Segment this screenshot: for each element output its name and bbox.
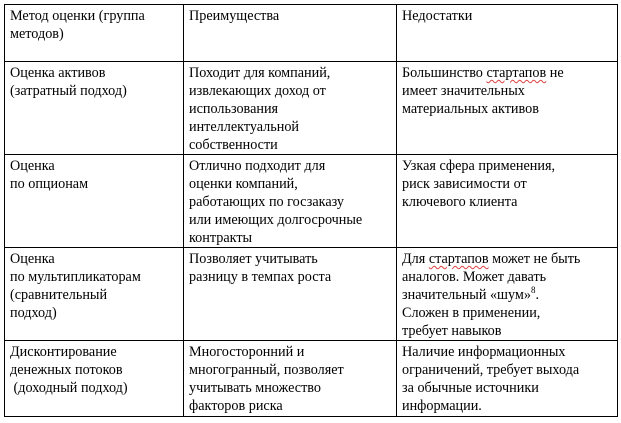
cell-line: Многосторонний и — [189, 344, 305, 360]
cell-line: денежных потоков — [10, 362, 123, 378]
cell-line — [402, 64, 613, 82]
cell-line: или имеющих долгосрочные — [189, 212, 363, 228]
cell-line: за обычные источники — [402, 380, 539, 396]
cell-text: Большинство — [402, 65, 487, 81]
table-row-asset-valuation — [5, 62, 618, 155]
cell-line: многогранный, позволяет — [189, 362, 344, 378]
cell-line: интеллектуальной — [189, 119, 300, 135]
cell-text: значительный «шум» — [402, 287, 531, 303]
disadvantages-cell[interactable] — [397, 155, 618, 248]
cell-line: оценки компаний, — [189, 176, 298, 192]
cell-line: работающих по госзаказу — [189, 194, 345, 210]
header-advantages-text: Преимущества — [189, 8, 280, 24]
cell-line: Сложен в применении, — [402, 305, 541, 321]
cell-line: материальных активов — [402, 101, 539, 117]
method-cell[interactable] — [5, 248, 184, 341]
table-header-row — [5, 5, 618, 62]
header-method-line: методов) — [10, 26, 64, 42]
spellcheck-word: стартапов — [486, 65, 547, 81]
cell-line: ограничений, требует выхода — [402, 362, 580, 378]
method-cell[interactable] — [5, 341, 184, 417]
cell-line: требует навыков — [402, 323, 502, 339]
disadvantages-cell[interactable] — [397, 341, 618, 417]
advantages-cell[interactable] — [184, 62, 397, 155]
cell-line: имеет значительных — [402, 83, 525, 99]
cell-line: Оценка активов — [10, 65, 106, 81]
cell-line: контракты — [189, 230, 253, 246]
cell-line: подход) — [10, 305, 57, 321]
header-disadvantages-text: Недостатки — [402, 8, 473, 24]
header-method-cell[interactable] — [5, 5, 184, 62]
cell-line: учитывать множество — [189, 380, 321, 396]
cell-text: не — [546, 65, 564, 81]
cell-line: (сравнительный — [10, 287, 108, 303]
cell-line: собственности — [189, 137, 278, 153]
table-row-multiples-valuation — [5, 248, 618, 341]
cell-line: по мультипликаторам — [10, 269, 141, 285]
cell-text: может не быть — [488, 251, 581, 267]
cell-line: факторов риска — [189, 398, 283, 414]
cell-line — [402, 250, 613, 268]
advantages-cell[interactable] — [184, 341, 397, 417]
cell-line: Оценка — [10, 158, 55, 174]
cell-line — [402, 286, 613, 304]
disadvantages-cell[interactable] — [397, 62, 618, 155]
method-cell[interactable] — [5, 62, 184, 155]
footnote-marker[interactable]: 8 — [530, 285, 536, 295]
cell-line: (доходный подход) — [10, 380, 128, 396]
cell-line: Позволяет учитывать — [189, 251, 318, 267]
cell-line: риск зависимости от — [402, 176, 527, 192]
valuation-methods-table — [4, 4, 618, 417]
advantages-cell[interactable] — [184, 155, 397, 248]
cell-line: (затратный подход) — [10, 83, 127, 99]
cell-line: Дисконтирование — [10, 344, 117, 360]
cell-line: ключевого клиента — [402, 194, 518, 210]
cell-line: Узкая сфера применения, — [402, 158, 556, 174]
cell-line: Наличие информационных — [402, 344, 566, 360]
cell-line: информации. — [402, 398, 482, 414]
disadvantages-cell[interactable] — [397, 248, 618, 341]
cell-line: Оценка — [10, 251, 55, 267]
cell-line: Отлично подходит для — [189, 158, 326, 174]
cell-line: извлекающих доход от — [189, 83, 326, 99]
cell-text: . — [535, 287, 540, 303]
cell-line: аналогов. Может давать — [402, 269, 547, 285]
header-disadvantages-cell[interactable] — [397, 5, 618, 62]
table-row-options-valuation — [5, 155, 618, 248]
header-advantages-cell[interactable] — [184, 5, 397, 62]
header-method-line: Метод оценки (группа — [10, 8, 145, 24]
cell-text: Для — [402, 251, 429, 267]
method-cell[interactable] — [5, 155, 184, 248]
cell-line: разницу в темпах роста — [189, 269, 332, 285]
cell-line: по опционам — [10, 176, 89, 192]
spellcheck-word: стартапов — [428, 251, 489, 267]
cell-line: использования — [189, 101, 279, 117]
advantages-cell[interactable] — [184, 248, 397, 341]
cell-line: Походит для компаний, — [189, 65, 331, 81]
table-row-dcf-valuation — [5, 341, 618, 417]
